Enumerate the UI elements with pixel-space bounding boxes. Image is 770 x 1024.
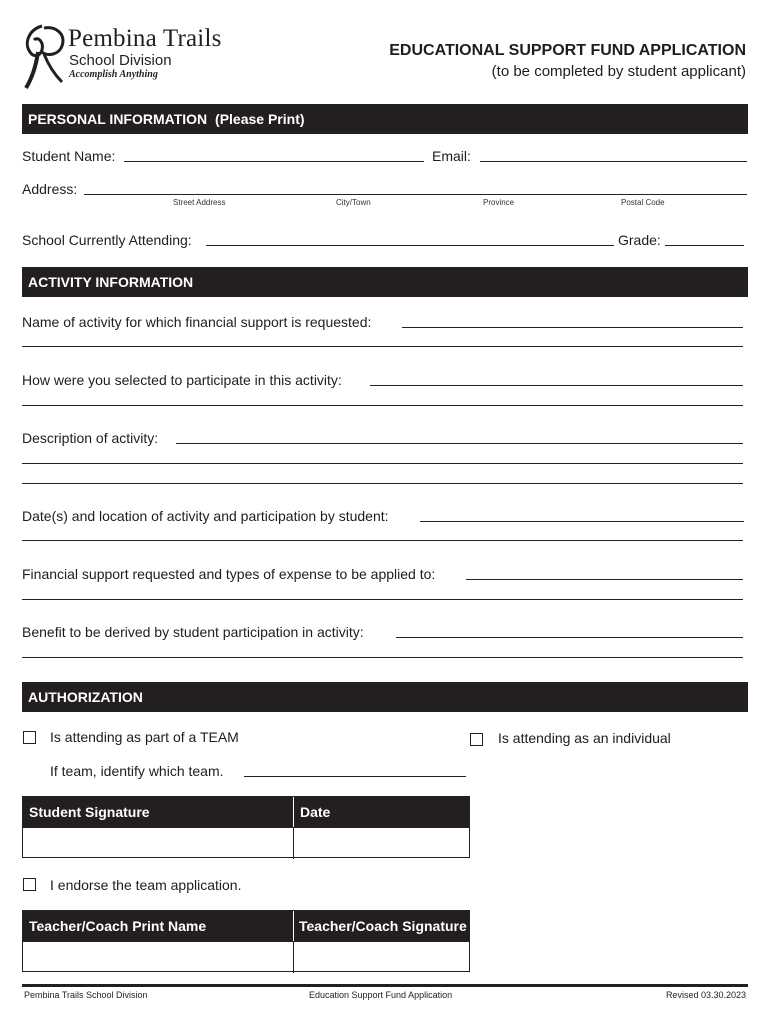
financial-question: Financial support requested and types of expense to be applied to: bbox=[22, 566, 436, 582]
student-signature-cell[interactable] bbox=[23, 827, 293, 859]
student-signature-table bbox=[22, 796, 470, 858]
caption-province: Province bbox=[483, 198, 515, 207]
footer-right: Revised 03.30.2023 bbox=[665, 990, 746, 1000]
date-header: Date bbox=[293, 797, 469, 827]
benefit-field[interactable] bbox=[396, 637, 743, 638]
school-field[interactable] bbox=[206, 245, 614, 246]
caption-postal-code: Postal Code bbox=[621, 198, 665, 207]
selection-field[interactable] bbox=[370, 385, 743, 386]
logo-division: School Division bbox=[69, 52, 172, 69]
benefit-field-2[interactable] bbox=[22, 657, 743, 658]
activity-name-field-2[interactable] bbox=[22, 346, 743, 347]
caption-city-town: City/Town bbox=[336, 198, 371, 207]
authorization-heading: AUTHORIZATION bbox=[22, 682, 748, 712]
endorse-label: I endorse the team application. bbox=[50, 877, 242, 893]
financial-field[interactable] bbox=[466, 579, 743, 580]
financial-field-2[interactable] bbox=[22, 599, 743, 600]
personal-heading-note: (Please Print) bbox=[215, 111, 305, 127]
team-identify-label: If team, identify which team. bbox=[50, 763, 224, 779]
team-identify-field[interactable] bbox=[244, 776, 466, 777]
team-checkbox[interactable] bbox=[23, 731, 36, 744]
personal-heading-text: PERSONAL INFORMATION bbox=[28, 111, 208, 127]
coach-signature-header: Teacher/Coach Signature bbox=[293, 911, 469, 941]
activity-name-field[interactable] bbox=[402, 327, 743, 328]
selection-field-2[interactable] bbox=[22, 405, 743, 406]
address-field[interactable] bbox=[84, 194, 747, 195]
email-label: Email: bbox=[432, 148, 471, 164]
student-name-field[interactable] bbox=[124, 161, 424, 162]
individual-checkbox[interactable] bbox=[470, 733, 483, 746]
individual-option-label: Is attending as an individual bbox=[498, 730, 671, 746]
student-name-label: Student Name: bbox=[22, 148, 116, 164]
coach-signature-cell[interactable] bbox=[293, 941, 469, 973]
activity-info-heading: ACTIVITY INFORMATION bbox=[22, 267, 748, 297]
logo-tagline: Accomplish Anything bbox=[69, 69, 158, 80]
personal-info-heading bbox=[22, 104, 748, 134]
activity-name-question: Name of activity for which financial support is requested: bbox=[22, 314, 372, 330]
school-label: School Currently Attending: bbox=[22, 232, 192, 248]
footer-rule bbox=[22, 984, 748, 987]
logo-name: Pembina Trails bbox=[68, 25, 222, 52]
grade-field[interactable] bbox=[665, 245, 744, 246]
caption-street-address: Street Address bbox=[173, 198, 226, 207]
endorse-checkbox[interactable] bbox=[23, 878, 36, 891]
description-field-2[interactable] bbox=[22, 463, 743, 464]
form-title: EDUCATIONAL SUPPORT FUND APPLICATION bbox=[389, 42, 746, 59]
address-label: Address: bbox=[22, 181, 78, 197]
team-option-label: Is attending as part of a TEAM bbox=[50, 729, 239, 745]
selection-question: How were you selected to participate in this activity: bbox=[22, 372, 342, 388]
date-cell[interactable] bbox=[293, 827, 469, 859]
footer-left: Pembina Trails School Division bbox=[24, 990, 148, 1000]
coach-table bbox=[22, 910, 470, 972]
coach-name-cell[interactable] bbox=[23, 941, 293, 973]
pembina-trails-logo-icon bbox=[22, 22, 68, 90]
email-field[interactable] bbox=[480, 161, 747, 162]
dates-question: Date(s) and location of activity and participation by student: bbox=[22, 508, 389, 524]
dates-field-2[interactable] bbox=[22, 540, 743, 541]
footer-center: Education Support Fund Application bbox=[309, 990, 453, 1000]
dates-field[interactable] bbox=[420, 521, 744, 522]
form-subtitle: (to be completed by student applicant) bbox=[491, 63, 746, 80]
benefit-question: Benefit to be derived by student participation in activity: bbox=[22, 624, 364, 640]
coach-name-header: Teacher/Coach Print Name bbox=[23, 911, 293, 941]
description-field-3[interactable] bbox=[22, 483, 743, 484]
grade-label: Grade: bbox=[618, 232, 661, 248]
description-question: Description of activity: bbox=[22, 430, 159, 446]
student-signature-header: Student Signature bbox=[23, 797, 293, 827]
description-field[interactable] bbox=[176, 443, 743, 444]
logo bbox=[22, 22, 242, 92]
